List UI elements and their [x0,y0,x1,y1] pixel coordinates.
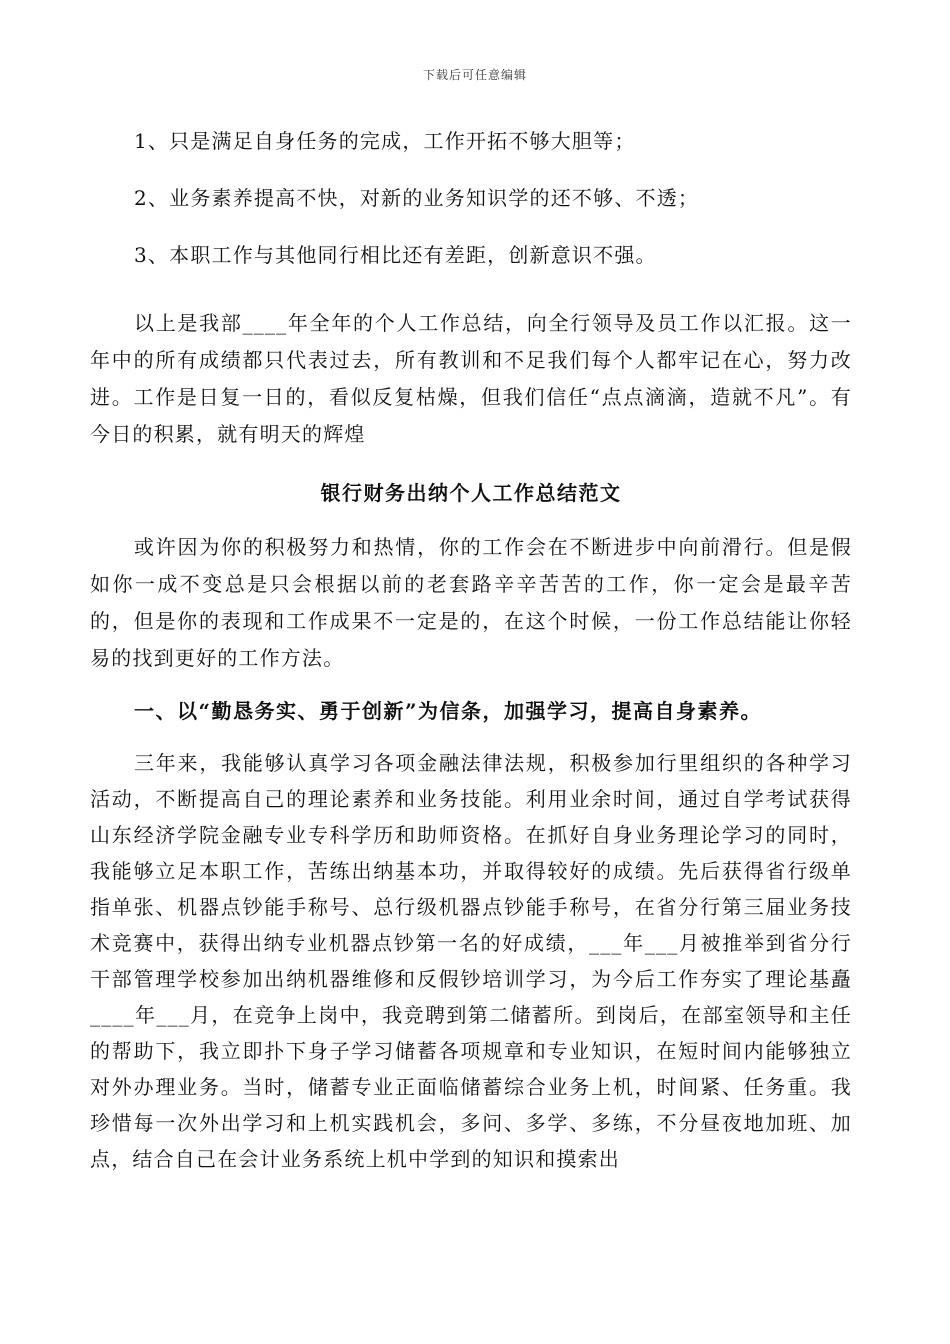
list-item: 3、本职工作与其他同行相比还有差距，创新意识不强。 [134,243,657,267]
list-item: 2、业务素养提高不快，对新的业务知识学的还不够、不透； [134,186,700,210]
summary-paragraph: 以上是我部____年全年的个人工作总结，向全行领导及员工作以汇报。这一年中的所有成绩都只代表过去，所有教训和不足我们每个人都牢记在心，努力改进。工作是日复一日的，看似反复枯燥，但我们信任“点点滴滴，造就不凡”。有今日的积累，就有明天的辉煌 [90,311,852,446]
list-item: 1、只是满足自身任务的完成，工作开拓不够大胆等； [134,129,636,153]
document-body [90,122,852,1177]
body-paragraph: 三年来，我能够认真学习各项金融法律法规，积极参加行里组织的各种学习活动，不断提高自己的理论素养和业务技能。利用业余时间，通过自学考试获得山东经济学院金融专业专科学历和助师资格。在抓好自身业务理论学习的同时，我能够立足本职工作，苦练出纳基本功，并取得较好的成绩。先后获得省行级单指单张、机器点钞能手称号、总行级机器点钞能手称号，在省分行第三届业务技术竞赛中，获得出纳专业机器点钞第一名的好成绩，___年___月被推举到省分行干部管理学校参加出纳机器维修和反假钞培训学习，为今后工作夯实了理论基矗____年___月，在竞争上岗中，我竞聘到第二储蓄所。到岗后，在部室领导和主任的帮助下，我立即扑下身子学习储蓄各项规章和专业知识，在短时间内能够独立对外办理业务。当时，储蓄专业正面临储蓄综合业务上机，时间紧、任务重。我珍惜每一次外出学习和上机实践机会，多问、多学、多练，不分昼夜地加班、加点，结合自己在会计业务系统上机中学到的知识和摸索出 [90,751,852,1171]
section-heading: 一、以“勤恳务实、勇于创新”为信条，加强学习，提高自身素养。 [134,699,763,723]
intro-paragraph: 或许因为你的积极努力和热情，你的工作会在不断进步中向前滑行。但是假如你一成不变总是只会根据以前的老套路辛辛苦苦的工作，你一定会是最辛苦的，但是你的表现和工作成果不一定是的，在这个时候，一份工作总结能让你轻易的找到更好的工作方法。 [90,535,852,670]
document-title: 银行财务出纳个人工作总结范文 [320,481,622,505]
page-header-note: 下载后可任意编辑 [422,68,527,82]
